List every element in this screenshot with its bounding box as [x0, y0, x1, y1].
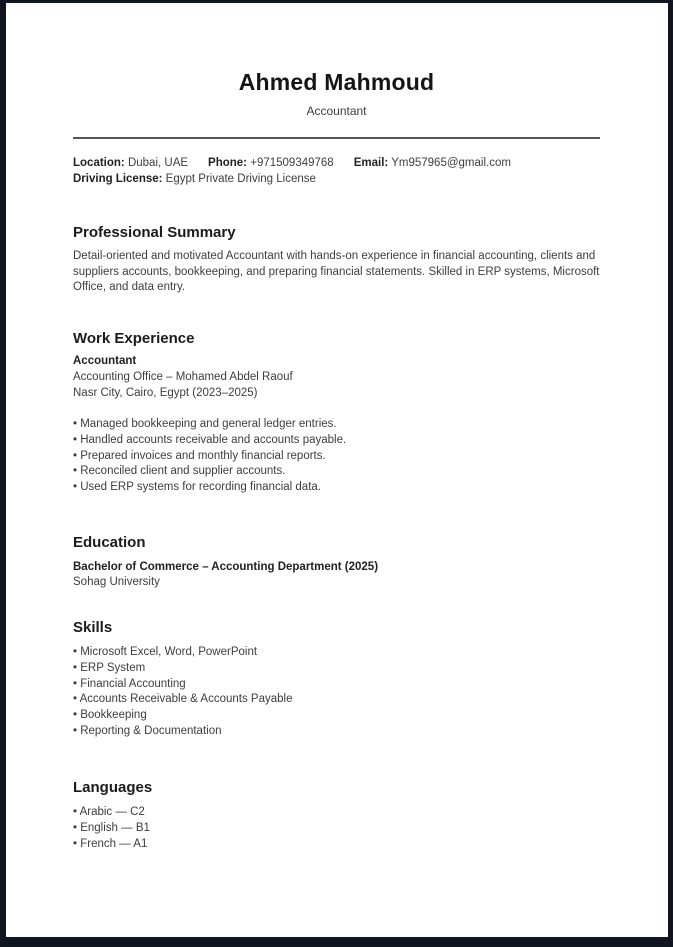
- job-title: Accountant: [73, 355, 137, 368]
- experience-bullet: • Managed bookkeeping and general ledger entries.: [73, 418, 337, 431]
- education-heading: Education: [73, 533, 146, 551]
- languages-list: [73, 805, 600, 852]
- summary-heading: Professional Summary: [73, 224, 236, 241]
- contact-info: [73, 156, 600, 187]
- header-divider: [73, 137, 600, 139]
- job-company: Accounting Office – Mohamed Abdel Raouf: [73, 370, 293, 383]
- contact-phone-label: Phone:: [208, 157, 248, 169]
- section-skills: [73, 619, 600, 739]
- skill-item: • Bookkeeping: [73, 708, 147, 721]
- contact-phone: [208, 157, 334, 169]
- skills-heading: Skills: [73, 619, 113, 637]
- summary-text: Detail-oriented and motivated Accountant with hands-on experience in financial accounting, clients and suppliers accounts, bookkeeping, and preparing financial statements. Skilled in ERP systems, Microsoft Office, and data entry.: [73, 250, 600, 294]
- contact-line-license: [73, 172, 600, 188]
- experience-bullet-list: [73, 417, 600, 496]
- skill-item: • Accounts Receivable & Accounts Payable: [73, 693, 293, 706]
- contact-email-label: Email:: [353, 157, 389, 169]
- resume-job-title: Accountant: [306, 104, 367, 118]
- language-item: • Arabic — C2: [73, 806, 145, 819]
- experience-heading: Work Experience: [73, 330, 195, 348]
- resume-page: [6, 3, 668, 937]
- experience-bullet: • Used ERP systems for recording financial data.: [73, 481, 321, 494]
- job-location-dates: Nasr City, Cairo, Egypt (2023–2025): [73, 386, 258, 399]
- experience-bullet: • Handled accounts receivable and accounts payable.: [73, 433, 347, 446]
- language-item: • French — A1: [73, 837, 148, 850]
- skills-list: [73, 645, 600, 739]
- contact-email: [354, 157, 511, 169]
- languages-heading: Languages: [73, 779, 153, 797]
- section-education: [73, 534, 600, 591]
- experience-bullet: • Prepared invoices and monthly financial reports.: [73, 449, 326, 462]
- language-item: • English — B1: [73, 822, 150, 835]
- experience-bullet: • Reconciled client and supplier accounts.: [73, 465, 286, 478]
- contact-license-value: Egypt Private Driving License: [165, 172, 316, 185]
- section-summary: [73, 224, 600, 296]
- skill-item: • Financial Accounting: [73, 677, 186, 690]
- contact-license-label: Driving License:: [73, 172, 163, 185]
- contact-phone-value: +971509349768: [250, 157, 334, 169]
- education-school: Sohag University: [73, 576, 160, 589]
- contact-location-value: Dubai, UAE: [127, 157, 189, 169]
- contact-location: [73, 157, 188, 169]
- section-languages: [73, 779, 600, 852]
- skill-item: • Reporting & Documentation: [73, 724, 222, 737]
- job-block: [73, 354, 600, 401]
- education-degree: Bachelor of Commerce – Accounting Department (2025): [73, 560, 379, 573]
- contact-line-primary: [73, 156, 600, 172]
- section-experience: [73, 330, 600, 496]
- skill-item: • Microsoft Excel, Word, PowerPoint: [73, 646, 258, 659]
- resume-name: Ahmed Mahmoud: [238, 69, 435, 95]
- contact-email-value: Ym957965@gmail.com: [391, 157, 511, 169]
- skill-item: • ERP System: [73, 661, 146, 674]
- contact-location-label: Location:: [73, 157, 125, 169]
